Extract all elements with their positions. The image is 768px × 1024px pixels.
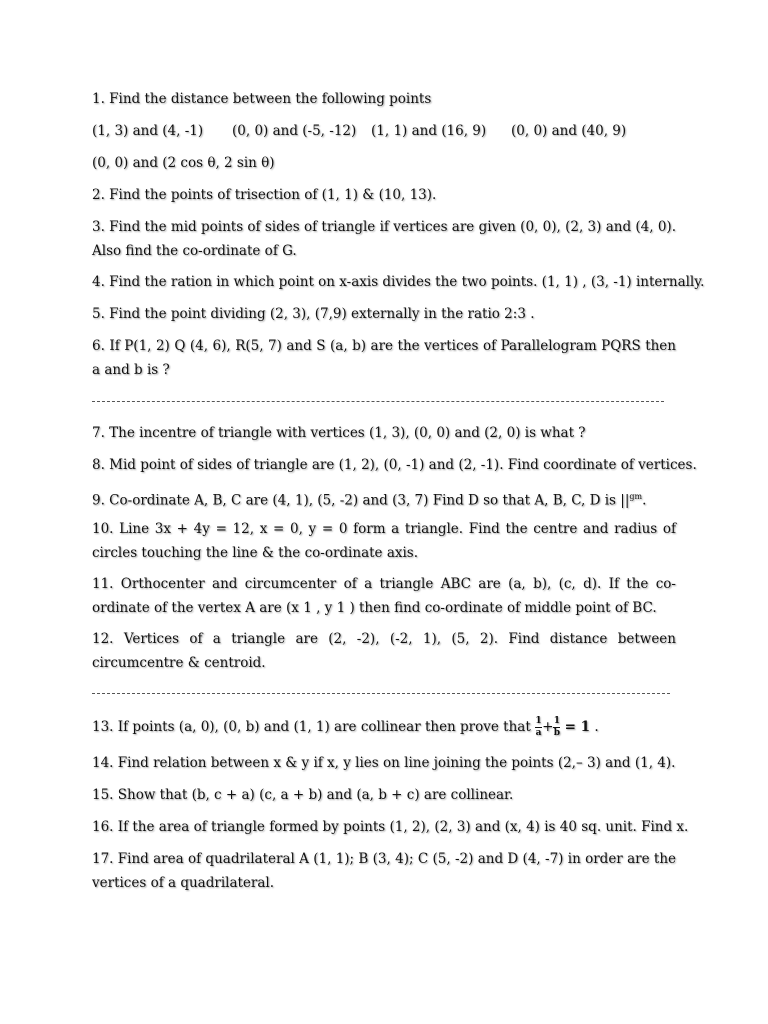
question-14: 14. Find relation between x & y if x, y lies on line joining the points (2,– 3) and (1, 4). — [92, 755, 676, 771]
question-9 — [92, 485, 676, 513]
point-pair: (0, 0) and (-5, -12) — [232, 123, 357, 139]
question-1-title: 1. Find the distance between the following points — [92, 91, 432, 107]
question-9-text: 9. Co-ordinate A, B, C are (4, 1), (5, -2) and (3, 7) Find D so that A, B, C, D is — [92, 492, 621, 509]
point-pair: (1, 3) and (4, -1) — [92, 123, 204, 139]
question-6: 6. If P(1, 2) Q (4, 6), R(5, 7) and S (a, b) are the vertices of Parallelogram PQRS then a and b is ? — [92, 338, 676, 378]
fraction-1-over-b: $\frac{1}{b}$ — [553, 716, 561, 738]
question-13-text: 13. If points (a, 0), (0, b) and (1, 1) are collinear then prove that — [92, 719, 536, 735]
section-divider — [92, 401, 664, 402]
fraction-1-over-a: $\frac{1}{a}$ — [535, 716, 542, 738]
question-3: 3. Find the mid points of sides of triangle if vertices are given (0, 0), (2, 3) and (4, 0). Also find the co-ordinate of G. — [92, 219, 676, 259]
question-12: 12. Vertices of a triangle are (2, -2), (-2, 1), (5, 2). Find distance between circumcentre & centroid. — [92, 631, 676, 671]
question-10: 10. Line 3x + 4y = 12, x = 0, y = 0 form a triangle. Find the centre and radius of circles touching the line & the co-ordinate axis. — [92, 521, 676, 561]
question-1-point-pairs — [92, 119, 676, 143]
question-7: 7. The incentre of triangle with vertices (1, 3), (0, 0) and (2, 0) is what ? — [92, 425, 586, 441]
question-2: 2. Find the points of trisection of (1, 1) & (10, 13). — [92, 187, 437, 203]
point-pair: (1, 1) and (16, 9) — [371, 123, 487, 139]
question-1-extra: (0, 0) and (2 cos θ, 2 sin θ) — [92, 155, 275, 171]
question-5: 5. Find the point dividing (2, 3), (7,9) externally in the ratio 2:3 . — [92, 306, 535, 322]
question-15: 15. Show that (b, c + a) (c, a + b) and (a, b + c) are collinear. — [92, 787, 514, 803]
point-pair: (0, 0) and (40, 9) — [511, 123, 627, 139]
question-4: 4. Find the ration in which point on x-axis divides the two points. (1, 1) , (3, -1) internally. — [92, 274, 705, 290]
question-13: 13. If points (a, 0), (0, b) and (1, 1) are collinear then prove that $\frac{1}{a}$ + $\frac{1}{b}$ = 1 . — [92, 716, 599, 738]
section-divider — [92, 693, 670, 694]
question-9-end: . — [642, 492, 647, 509]
question-11: 11. Orthocenter and circumcenter of a triangle ABC are (a, b), (c, d). If the co-ordinate of the vertex A are (x 1 , y 1 ) then find co-ordinate of middle point of BC. — [92, 576, 676, 616]
parallel-symbol: || — [620, 492, 630, 509]
gm-superscript: gm — [629, 492, 643, 501]
question-16: 16. If the area of triangle formed by points (1, 2), (2, 3) and (x, 4) is 40 sq. unit. Find x. — [92, 819, 689, 835]
question-8: 8. Mid point of sides of triangle are (1, 2), (0, -1) and (2, -1). Find coordinate of vertices. — [92, 457, 697, 473]
question-17: 17. Find area of quadrilateral A (1, 1); B (3, 4); C (5, -2) and D (4, -7) in order are the vertices of a quadrilateral. — [92, 851, 676, 891]
equals-one: = 1 — [564, 719, 591, 735]
